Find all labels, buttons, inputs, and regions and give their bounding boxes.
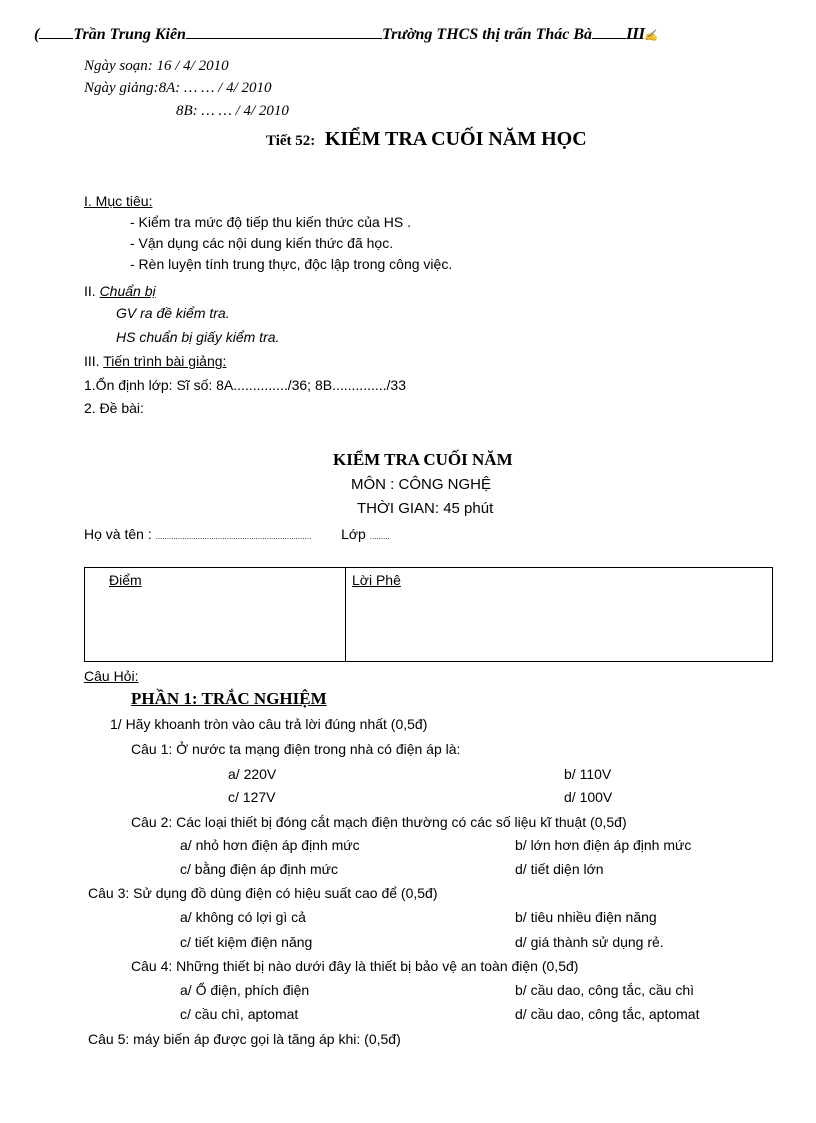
q3-text: Câu 3: Sử dụng đồ dùng điện có hiệu suất cao để (0,5đ) — [88, 885, 438, 901]
section2-prefix: II. — [84, 283, 96, 299]
q2-option-b: b/ lớn hơn điện áp định mức — [515, 837, 692, 853]
section1-item-3: - Rèn luyện tính trung thực, độc lập trong công việc. — [130, 256, 453, 272]
page-header — [34, 24, 658, 44]
section2-item-2: HS chuẩn bị giấy kiểm tra. — [116, 329, 280, 345]
date-teach-8b: 8B: … … / 4/ 2010 — [176, 103, 289, 119]
q1-option-b: b/ 110V — [564, 766, 612, 782]
exam-title: KIỂM TRA CUỐI NĂM — [333, 450, 513, 469]
section3-prefix: III. — [84, 353, 100, 369]
name-label: Họ và tên : — [84, 526, 152, 542]
date-teach-8a: Ngày giảng:8A: … … / 4/ 2010 — [84, 80, 272, 96]
logo-icon: ✍ — [644, 30, 658, 42]
comment-cell — [346, 568, 773, 662]
lesson-period: Tiết 52: — [266, 133, 316, 149]
q2-text: Câu 2: Các loại thiết bị đóng cắt mạch điện thường có các số liệu kĩ thuật (0,5đ) — [131, 814, 627, 830]
grade-table — [84, 567, 773, 662]
date-prepared: Ngày soạn: 16 / 4/ 2010 — [84, 58, 229, 74]
class-dots: ......... — [369, 532, 390, 541]
section2-heading-row — [84, 283, 156, 299]
class-label: Lớp — [341, 526, 366, 542]
q3-option-d: d/ giá thành sử dụng rẻ. — [515, 934, 664, 950]
q2-option-c: c/ bằng điện áp định mức — [180, 861, 339, 877]
section2-item-1: GV ra đề kiểm tra. — [116, 305, 230, 321]
section3-item-2: 2. Đề bài: — [84, 400, 144, 416]
section3-heading-row — [84, 353, 226, 369]
q4-option-d: d/ cầu dao, công tắc, aptomat — [515, 1006, 700, 1022]
exam-subject: MÔN : CÔNG NGHỆ — [351, 476, 492, 493]
q3-option-c: c/ tiết kiệm điện năng — [180, 934, 313, 950]
logo: Ш — [626, 24, 645, 43]
score-cell — [85, 568, 346, 662]
teacher-name: Trần Trung Kiên — [73, 26, 186, 43]
q3-option-b: b/ tiêu nhiều điện năng — [515, 909, 657, 925]
instruction: 1/ Hãy khoanh tròn vào câu trả lời đúng nhất (0,5đ) — [110, 716, 428, 732]
q1-option-d: d/ 100V — [564, 789, 613, 805]
school-name: Trường THCS thị trấn Thác Bà — [381, 26, 593, 43]
questions-label: Câu Hỏi: — [84, 668, 139, 684]
section1-heading: I. Mục tiêu: — [84, 193, 153, 209]
header-paren: ( — [34, 26, 40, 43]
name-row — [84, 526, 390, 542]
section1-item-1: - Kiểm tra mức độ tiếp thu kiến thức của HS . — [130, 214, 411, 230]
q2-option-d: d/ tiết diện lớn — [515, 861, 604, 877]
q1-option-a: a/ 220V — [228, 766, 277, 782]
section3-heading: Tiến trình bài giảng: — [103, 353, 227, 369]
lesson-title: KIỂM TRA CUỐI NĂM HỌC — [324, 128, 587, 150]
part1-title: PHẦN 1: TRẮC NGHIỆM — [131, 689, 327, 708]
name-dots: ...................................................................... — [155, 532, 312, 541]
q1-text: Câu 1: Ở nước ta mạng điện trong nhà có điện áp là: — [131, 741, 461, 757]
section3-item-1: 1.Ổn định lớp: Sĩ số: 8A............../36; 8B............../33 — [84, 377, 406, 393]
score-label: Điểm — [109, 572, 142, 588]
exam-time: THỜI GIAN: 45 phút — [357, 500, 494, 517]
q5-text: Câu 5: máy biến áp được gọi là tăng áp khi: (0,5đ) — [88, 1031, 401, 1047]
comment-label: Lời Phê — [352, 572, 401, 588]
section2-heading: Chuẩn bị — [99, 283, 156, 299]
lesson-title-row — [266, 128, 587, 151]
section1-item-2: - Vận dụng các nội dung kiến thức đã học. — [130, 235, 394, 251]
q4-option-b: b/ cầu dao, công tắc, cầu chì — [515, 982, 695, 998]
q4-text: Câu 4: Những thiết bị nào dưới đây là thiết bị bảo vệ an toàn điện (0,5đ) — [131, 958, 579, 974]
q4-option-a: a/ Ổ điện, phích điện — [180, 982, 310, 998]
q3-option-a: a/ không có lợi gì cả — [180, 909, 306, 925]
q2-option-a: a/ nhỏ hơn điện áp định mức — [180, 837, 360, 853]
q4-option-c: c/ cầu chì, aptomat — [180, 1006, 299, 1022]
q1-option-c: c/ 127V — [228, 789, 276, 805]
